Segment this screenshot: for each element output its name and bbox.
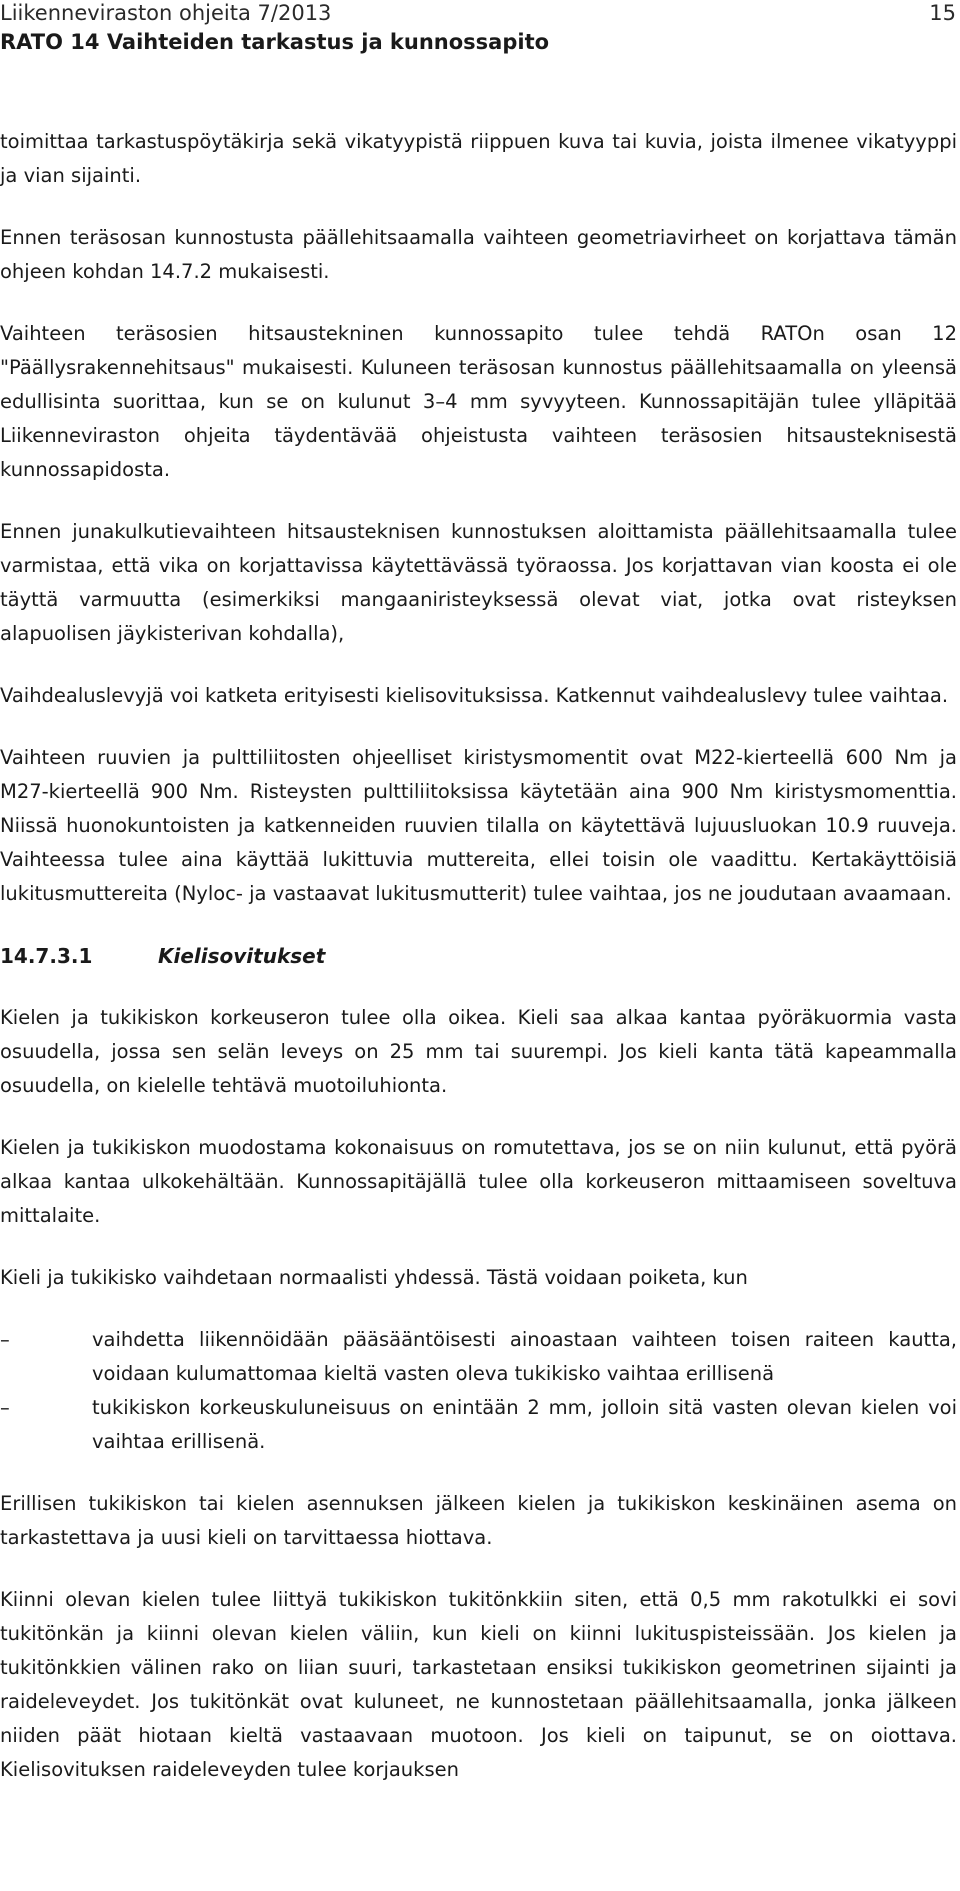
dash-bullet: – (0, 1396, 10, 1419)
body-text (0, 125, 957, 1815)
list-item (0, 1323, 957, 1391)
list-item-text: vaihdetta liikennöidään pääsääntöisesti ainoastaan vaihteen toisen raiteen kautta, voidaan kulumattomaa kieltä vasten oleva tukikisko vaihtaa erillisenä (92, 1328, 957, 1385)
document-title: RATO 14 Vaihteiden tarkastus ja kunnossapito (0, 30, 550, 54)
list-item-text: tukikiskon korkeuskuluneisuus on enintään 2 mm, jolloin sitä vasten olevan kielen voi vaihtaa erillisenä. (92, 1396, 957, 1453)
publication-header: Liikenneviraston ohjeita 7/2013 (0, 1, 332, 25)
paragraph: Kielen ja tukikiskon korkeuseron tulee olla oikea. Kieli saa alkaa kantaa pyöräkuormia vasta osuudella, jossa sen selän leveys on 25 mm tai suurempi. Jos kieli kanta tätä kapeammalla osuudella, on kielelle tehtävä muotoiluhionta. (0, 1006, 957, 1097)
section-number: 14.7.3.1 (0, 944, 93, 968)
paragraph: Kielen ja tukikiskon muodostama kokonaisuus on romutettava, jos se on niin kulunut, että pyörä alkaa kantaa ulkokehältään. Kunnossapitäjällä tulee olla korkeuseron mittaamiseen soveltuva mittalaite. (0, 1136, 957, 1227)
list-item (0, 1391, 957, 1459)
page-number: 15 (929, 1, 956, 25)
list-intro: Kieli ja tukikisko vaihdetaan normaalisti yhdessä. Tästä voidaan poiketa, kun (0, 1266, 748, 1289)
paragraph: Vaihteen ruuvien ja pulttiliitosten ohjeelliset kiristysmomentit ovat M22-kierteellä 600 Nm ja M27-kierteellä 900 Nm. Risteysten pulttiliitoksissa käytetään aina 900 Nm kiristysmomenttia. Niissä huonokuntoisten ja katkenneiden ruuvien tilalla on käytettävä lujuusluokan 10.9 ruuveja. Vaihteessa tulee aina käyttää lukittuvia muttereita, ellei toisin ole vaadittu. Kertakäyttöisiä lukitusmuttereita (Nyloc- ja vastaavat lukitusmutterit) tulee vaihtaa, jos ne joudutaan avaamaan. (0, 746, 957, 905)
paragraph: Kiinni olevan kielen tulee liittyä tukikiskon tukitönkkiin siten, että 0,5 mm rakotulkki ei sovi tukitönkän ja kiinni olevan kielen väliin, kun kieli on kiinni lukituspisteissään. Jos kielen ja tukitönkkien välinen rako on liian suuri, tarkastetaan ensiksi tukikiskon geometrinen sijainti ja raideleveydet. Jos tukitönkät ovat kuluneet, ne kunnostetaan päällehitsaamalla, jonka jälkeen niiden päät hiotaan kieltä vastaavaan muotoon. Jos kieli on taipunut, se on oiottava. Kielisovituksen raideleveyden tulee korjauksen (0, 1588, 957, 1781)
paragraph: toimittaa tarkastuspöytäkirja sekä vikatyypistä riippuen kuva tai kuvia, joista ilmenee vikatyyppi ja vian sijainti. (0, 130, 957, 187)
section-title: Kielisovitukset (158, 944, 326, 968)
dash-list (0, 1323, 957, 1459)
paragraph: Ennen junakulkutievaihteen hitsausteknisen kunnostuksen aloittamista päällehitsaamalla tulee varmistaa, että vika on korjattavissa käytettävässä työraossa. Jos korjattavan vian koosta ei ole täyttä varmuutta (esimerkiksi mangaaniristeyksessä olevat viat, jotka ovat risteyksen alapuolisen jäykisterivan kohdalla), (0, 520, 957, 645)
section-heading (0, 939, 957, 973)
dash-bullet: – (0, 1328, 10, 1351)
paragraph: Vaihdealuslevyjä voi katketa erityisesti kielisovituksissa. Katkennut vaihdealuslevy tulee vaihtaa. (0, 684, 949, 707)
paragraph: Vaihteen teräsosien hitsaustekninen kunnossapito tulee tehdä RATOn osan 12 "Päällysrakennehitsaus" mukaisesti. Kuluneen teräsosan kunnostus päällehitsaamalla on yleensä edullisinta suorittaa, kun se on kulunut 3–4 mm syvyyteen. Kunnossapitäjän tulee ylläpitää Liikenneviraston ohjeita täydentävää ohjeistusta vaihteen teräsosien hitsausteknisestä kunnossapidosta. (0, 322, 957, 481)
paragraph: Ennen teräsosan kunnostusta päällehitsaamalla vaihteen geometriavirheet on korjattava tämän ohjeen kohdan 14.7.2 mukaisesti. (0, 226, 957, 283)
paragraph: Erillisen tukikiskon tai kielen asennuksen jälkeen kielen ja tukikiskon keskinäinen asema on tarkastettava ja uusi kieli on tarvittaessa hiottava. (0, 1492, 957, 1549)
